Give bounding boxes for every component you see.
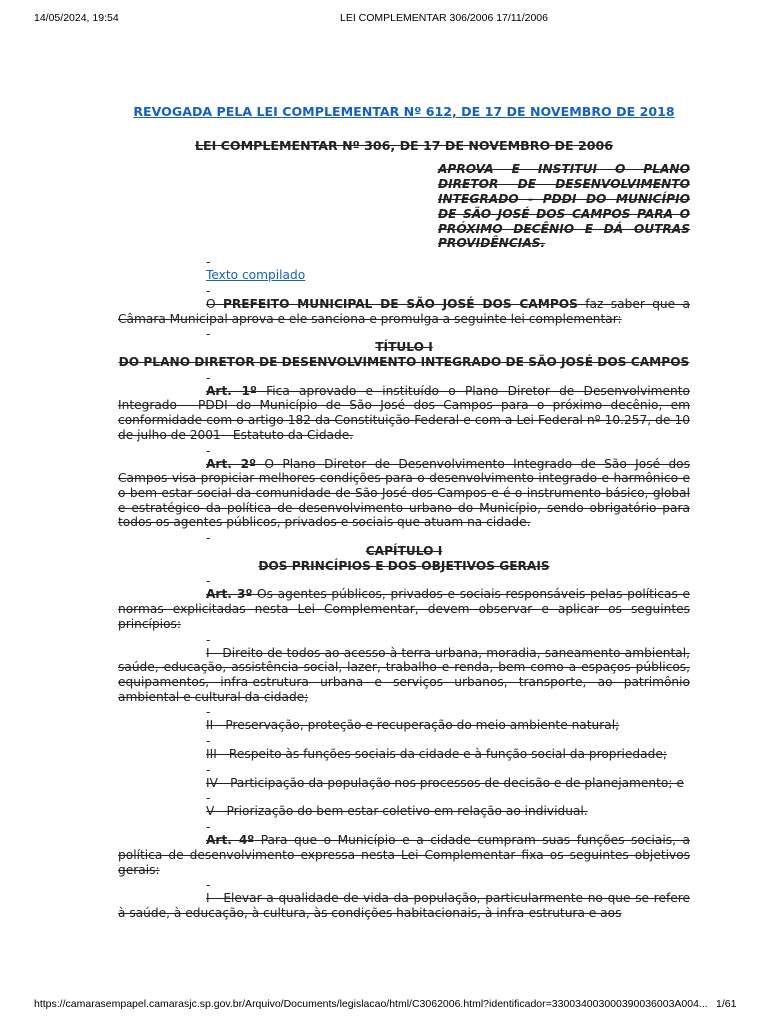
dash-marker: - — [206, 734, 211, 749]
print-datetime: 14/05/2024, 19:54 — [34, 12, 119, 24]
law-title: LEI COMPLEMENTAR Nº 306, DE 17 DE NOVEMBRO DE 2006 — [194, 137, 614, 153]
ementa: APROVA E INSTITUI O PLANO DIRETOR DE DESENVOLVIMENTO INTEGRADO - PDDI DO MUNICÍPIO DE SÃO JOSÉ DOS CAMPOS PARA O PRÓXIMO DECÊNIO E DÁ OUTRAS PROVIDÊNCIAS. — [438, 162, 690, 251]
dash-marker: - — [206, 574, 211, 589]
principle-item: II - Preservação, proteção e recuperação do meio ambiente natural; — [206, 718, 620, 733]
chapter-heading: CAPÍTULO I — [365, 544, 443, 559]
dash-marker: - — [206, 370, 211, 385]
print-title: LEI COMPLEMENTAR 306/2006 17/11/2006 — [340, 12, 548, 24]
compiled-text-link[interactable]: Texto compilado — [206, 268, 306, 283]
principle-item: III - Respeito às funções sociais da cidade e à função social da propriedade; — [206, 747, 667, 762]
dash-marker: - — [206, 791, 211, 806]
title-name: DO PLANO DIRETOR DE DESENVOLVIMENTO INTEGRADO DE SÃO JOSÉ DOS CAMPOS — [118, 355, 690, 369]
dash-marker: - — [206, 327, 211, 342]
dash-marker: - — [206, 820, 211, 835]
preamble-lead: O — [206, 296, 223, 311]
preamble-mayor: PREFEITO MUNICIPAL DE SÃO JOSÉ DOS CAMPOS — [222, 296, 578, 311]
dash-marker: - — [206, 255, 211, 270]
dash-marker: - — [206, 705, 211, 720]
article-4 — [118, 833, 690, 877]
article-label: Art. 4º — [206, 833, 255, 848]
dash-marker: - — [206, 632, 211, 647]
article-text: Fica aprovado e instituído o Plano Diretor de Desenvolvimento Integrado - PDDI do Município de São José dos Campos para o próximo decênio, em conformidade com o artigo 182 da Constituição Federal e com a Lei Federal nº 10.257, de 10 de julho de 2001 - Estatuto da Cidade. — [118, 383, 690, 442]
article-text: Para que o Município e a cidade cumpram suas funções sociais, a política de desenvolvimento expressa nesta Lei Complementar fixa os seguintes objetivos gerais: — [118, 833, 691, 877]
dash-marker: - — [206, 878, 211, 893]
article-2 — [118, 457, 690, 531]
chapter-name: DOS PRINCÍPIOS E DOS OBJETIVOS GERAIS — [258, 558, 550, 573]
article-3 — [118, 587, 690, 631]
dash-marker: - — [206, 762, 211, 777]
article-label: Art. 3º — [206, 587, 253, 602]
article-text: Os agentes públicos, privados e sociais responsáveis pelas políticas e normas explicitadas nesta Lei Complementar, devem observar e aplicar os seguintes princípios: — [118, 587, 690, 631]
principle-item: IV - Participação da população nos processos de decisão e de planejamento; e — [206, 775, 684, 790]
article-1 — [118, 384, 690, 443]
article-label: Art. 2º — [206, 456, 256, 471]
objective-item: I - Elevar a qualidade de vida da população, particularmente no que se refere à saúde, à educação, à cultura, às condições habitacionais, à infra-estrutura e aos — [118, 891, 690, 920]
principle-item: V - Priorização do bem estar coletivo em relação ao individual. — [206, 804, 588, 819]
revoked-link[interactable]: REVOGADA PELA LEI COMPLEMENTAR Nº 612, DE 17 DE NOVEMBRO DE 2018 — [133, 104, 675, 119]
article-text: O Plano Diretor de Desenvolvimento Integrado de São José dos Campos visa propiciar melhores condições para o desenvolvimento integrado e harmônico e o bem estar social da comunidade de São José dos Campos e é o instrumento básico, global e estratégico da política de desenvolvimento urbano do Município, sendo obrigatório para todos os agentes públicos, privados e sociais que atuam na cidade. — [118, 456, 690, 530]
preamble — [118, 297, 690, 326]
print-url: https://camarasempapel.camarasjc.sp.gov.br/Arquivo/Documents/legislacao/html/C3062006.html?identificador=330034003000390036003A004... — [34, 998, 708, 1010]
title-heading: TÍTULO I — [375, 340, 433, 355]
page-number: 1/61 — [716, 998, 737, 1010]
dash-marker: - — [206, 283, 211, 298]
dash-marker: - — [206, 531, 211, 546]
preamble-rest: faz saber que a Câmara Municipal aprova e ele sanciona e promulga a seguinte lei complementar: — [118, 296, 690, 326]
document-body — [118, 105, 690, 921]
article-label: Art. 1º — [206, 383, 257, 398]
dash-marker: - — [206, 443, 211, 458]
principle-item: I - Direito de todos ao acesso à terra urbana, moradia, saneamento ambiental, saúde, educação, assistência social, lazer, trabalho e renda, bem como a espaços públicos, equipamentos, infra-estrutura urbana e serviços urbanos, transporte, ao patrimônio ambiental e cultural da cidade; — [118, 645, 690, 704]
